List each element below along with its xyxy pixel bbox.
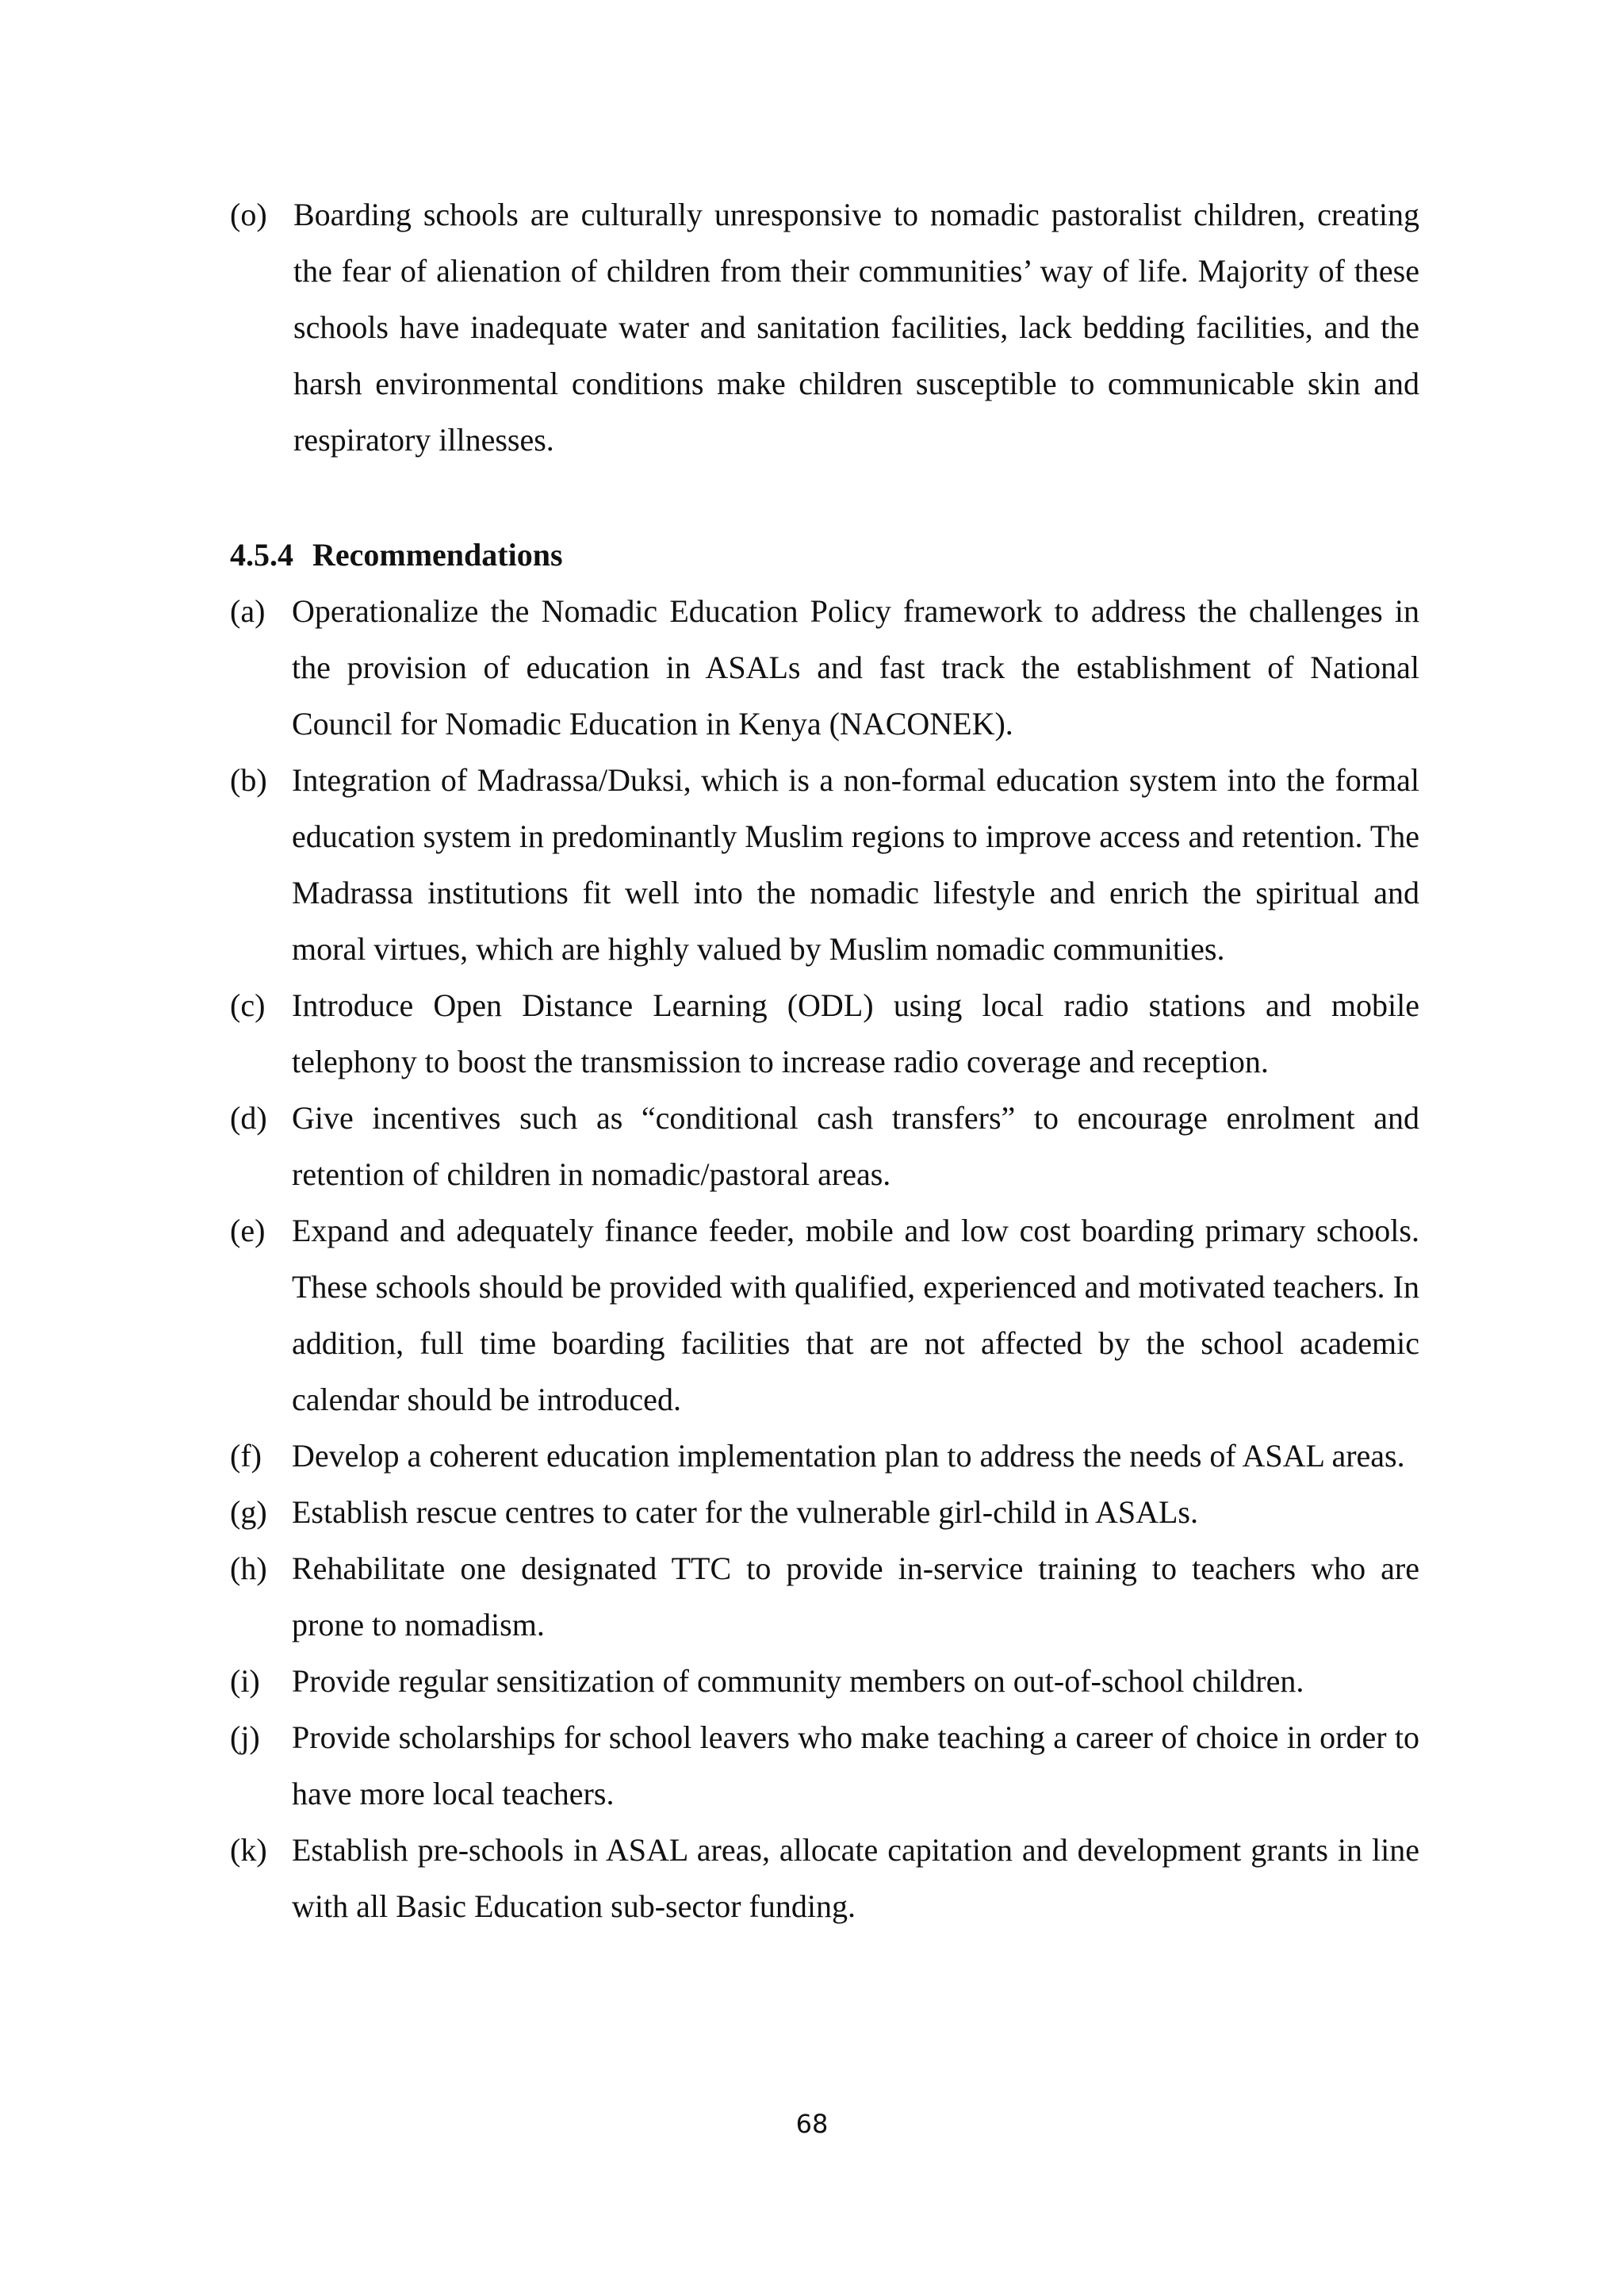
list-item-marker: (h) — [230, 1550, 267, 1586]
list-item-text: Establish pre-schools in ASAL areas, allocate capitation and development grants in line with all Basic Education sub-sector funding. — [292, 1832, 1419, 1924]
list-item-text: Expand and adequately finance feeder, mobile and low cost boarding primary schools. These schools should be provided with qualified, experienced and motivated teachers. In addition, full time boarding facilities that are not affected by the school academic calendar should be introduced. — [292, 1213, 1419, 1417]
section-number: 4.5.4 — [230, 537, 293, 573]
list-item-text: Integration of Madrassa/Duksi, which is a non-formal education system into the formal education system in predominantly Muslim regions to improve access and retention. The Madrassa institutions fit well into the nomadic lifestyle and enrich the spiritual and moral virtues, which are highly valued by Muslim nomadic communities. — [292, 762, 1419, 967]
list-item-text: Provide scholarships for school leavers who make teaching a career of choice in order to have more local teachers. — [292, 1719, 1419, 1811]
list-item-marker: (o) — [230, 197, 267, 232]
list-item-marker: (d) — [230, 1100, 267, 1136]
list-item-text: Provide regular sensitization of community members on out-of-school children. — [292, 1663, 1304, 1699]
list-item — [230, 1428, 1419, 1484]
list-item — [230, 1709, 1419, 1822]
recommendations-list — [230, 583, 1419, 1934]
list-item-marker: (e) — [230, 1213, 266, 1248]
list-item-marker: (c) — [230, 987, 266, 1023]
list-item — [230, 1090, 1419, 1202]
list-item — [230, 977, 1419, 1090]
list-item-text: Establish rescue centres to cater for the vulnerable girl-child in ASALs. — [292, 1494, 1198, 1530]
list-item — [230, 1653, 1419, 1709]
list-item — [230, 583, 1419, 752]
list-item — [230, 1202, 1419, 1428]
list-item — [230, 752, 1419, 977]
list-item-text: Give incentives such as “conditional cash transfers” to encourage enrolment and retention of children in nomadic/pastoral areas. — [292, 1100, 1419, 1192]
list-item-marker: (b) — [230, 762, 267, 798]
list-item — [230, 186, 1419, 468]
list-item — [230, 1540, 1419, 1653]
list-item-marker: (g) — [230, 1494, 267, 1530]
list-item-text: Operationalize the Nomadic Education Policy framework to address the challenges in the provision of education in ASALs and fast track the establishment of National Council for Nomadic Education in Kenya (NACONEK). — [292, 593, 1419, 742]
page-number: 68 — [795, 2109, 829, 2139]
section-title: Recommendations — [312, 537, 563, 573]
list-item — [230, 1484, 1419, 1540]
list-item-marker: (j) — [230, 1719, 260, 1755]
section-heading — [230, 527, 563, 583]
list-item-marker: (a) — [230, 593, 266, 629]
list-item-text: Develop a coherent education implementation plan to address the needs of ASAL areas. — [292, 1438, 1405, 1474]
intro-list — [230, 186, 1419, 468]
list-item-marker: (i) — [230, 1663, 260, 1699]
list-item-text: Boarding schools are culturally unresponsive to nomadic pastoralist children, creating the fear of alienation of children from their communities’ way of life. Majority of these schools have inadequate water and sanitation facilities, lack bedding facilities, and the harsh environmental conditions make children susceptible to communicable skin and respiratory illnesses. — [293, 197, 1419, 458]
list-item-marker: (k) — [230, 1832, 267, 1868]
list-item-marker: (f) — [230, 1438, 262, 1474]
list-item — [230, 1822, 1419, 1934]
list-item-text: Introduce Open Distance Learning (ODL) using local radio stations and mobile telephony to boost the transmission to increase radio coverage and reception. — [292, 987, 1419, 1079]
list-item-text: Rehabilitate one designated TTC to provide in-service training to teachers who are prone to nomadism. — [292, 1550, 1419, 1642]
